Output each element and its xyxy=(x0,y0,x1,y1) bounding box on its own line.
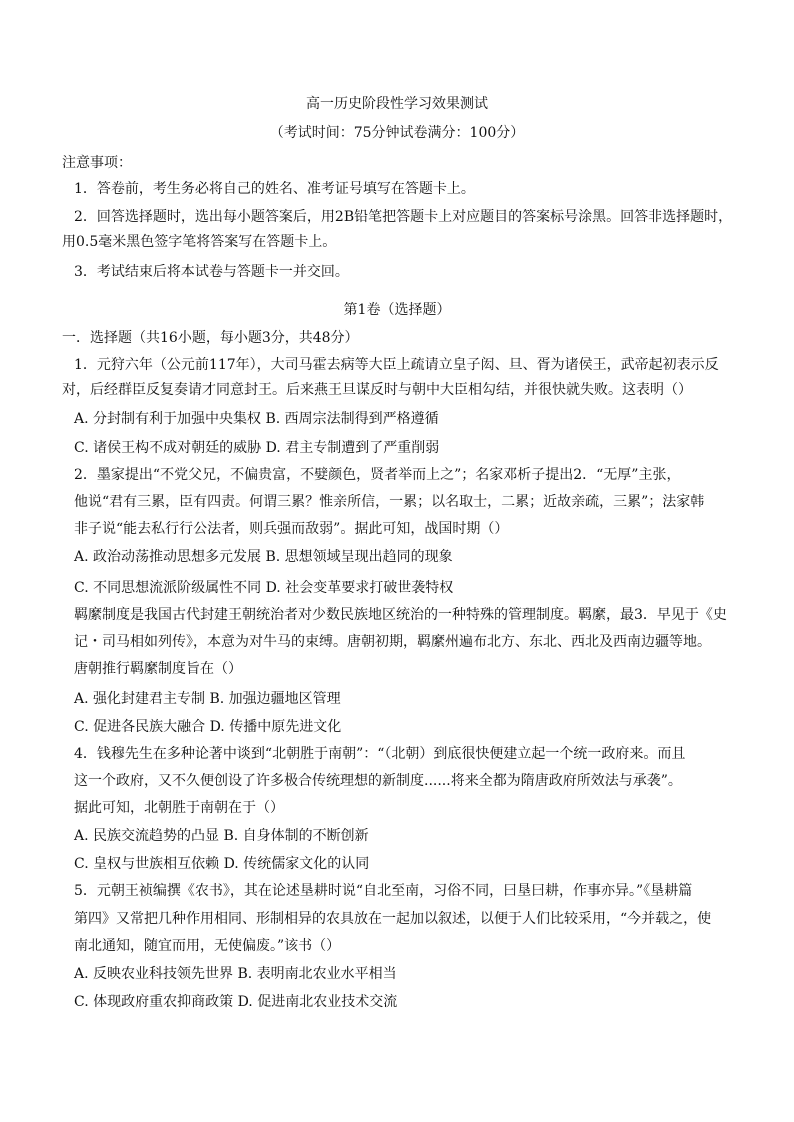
q4-line-1: 4．钱穆先生在多种论著中谈到“北朝胜于南朝”：“（北朝）到底很快便建立起一个统一政府来。而且 xyxy=(74,746,686,762)
q4-options-cd: C. 皇权与世族相互依赖 D. 传统儒家文化的认同 xyxy=(74,856,370,872)
q2-options-ab: A. 政治动荡推动思想多元发展 B. 思想领域呈现出趋同的现象 xyxy=(74,549,453,565)
q3-line-2: 记・司马相如列传》，本意为对牛马的束缚。唐朝初期，羁縻州遍布北方、东北、西北及西南边疆等地。 xyxy=(74,634,711,650)
q3-options-cd: C. 促进各民族大融合 D. 传播中原先进文化 xyxy=(74,719,342,735)
section-intro: 一．选择题（共16小题，每小题3分，共48分） xyxy=(62,330,359,346)
notice-item-1: 1．答卷前，考生务必将自己的姓名、准考证号填写在答题卡上。 xyxy=(74,181,475,197)
q2-line-2: 他说“君有三累，臣有四责。何谓三累？惟亲所信，一累；以名取士，二累；近故亲疏，三累”；法家韩 xyxy=(74,494,705,510)
notice-item-2-line-1: 2．回答选择题时，选出每小题答案后，用2B铅笔把答题卡上对应题目的答案标号涂黑。回答非选择题时， xyxy=(74,209,733,225)
q4-line-2: 这一个政府，又不久便创设了许多极合传统理想的新制度......将来全都为隋唐政府所效法与承袭”。 xyxy=(74,773,682,789)
notice-item-2-line-2: 用0.5毫米黑色签字笔将答案写在答题卡上。 xyxy=(62,234,337,250)
q2-options-cd: C. 不同思想流派阶级属性不同 D. 社会变革要求打破世袭特权 xyxy=(74,580,454,596)
q5-options-cd: C. 体现政府重农抑商政策 D. 促进南北农业技术交流 xyxy=(74,994,398,1010)
q1-line-2: 对，后经群臣反复奏请才同意封王。后来燕王旦谋反时与朝中大臣相勾结，并很快就失败。这表明（） xyxy=(62,382,692,398)
q5-options-ab: A. 反映农业科技领先世界 B. 表明南北农业水平相当 xyxy=(74,966,397,982)
q2-line-3: 非子说“能去私行行公法者，则兵强而敌弱”。据此可知，战国时期（） xyxy=(74,521,509,537)
q1-options-ab: A. 分封制有利于加强中央集权 B. 西周宗法制得到严格遵循 xyxy=(74,411,439,427)
exam-title: 高一历史阶段性学习效果测试 xyxy=(306,96,488,112)
q2-line-1: 2．墨家提出“不党父兄，不偏贵富，不嬖颜色，贤者举而上之”；名家邓析子提出2．“无厚”主张， xyxy=(74,467,681,483)
q4-line-3: 据此可知，北朝胜于南朝在于（） xyxy=(74,800,284,816)
q3-line-3: 唐朝推行羁縻制度旨在（） xyxy=(74,661,242,677)
q4-options-ab: A. 民族交流趋势的凸显 B. 自身体制的不断创新 xyxy=(74,828,369,844)
notice-heading: 注意事项： xyxy=(62,155,132,171)
q1-options-cd: C. 诸侯王构不成对朝廷的威胁 D. 君主专制遭到了严重削弱 xyxy=(74,440,440,456)
section-title: 第1卷（选择题） xyxy=(343,302,451,318)
exam-subtitle: （考试时间：75分钟试卷满分：100分） xyxy=(269,125,525,141)
notice-item-3: 3．考试结束后将本试卷与答题卡一并交回。 xyxy=(74,264,349,280)
q3-options-ab: A. 强化封建君主专制 B. 加强边疆地区管理 xyxy=(74,691,341,707)
q1-line-1: 1．元狩六年（公元前117年），大司马霍去病等大臣上疏请立皇子闳、旦、胥为诸侯王，武帝起初表示反 xyxy=(74,357,719,373)
q5-line-1: 5．元朝王祯编撰《农书》，其在论述垦耕时说“自北至南，习俗不同，曰垦曰耕，作事亦异。”《垦耕篇 xyxy=(74,883,693,899)
q5-line-3: 南北通知，随宜而用，无使偏废。”该书（） xyxy=(74,938,341,954)
q5-line-2: 第四》又常把几种作用相同、形制相异的农具放在一起加以叙述，以便于人们比较采用，“今并载之，使 xyxy=(74,911,712,927)
q3-line-1: 羁縻制度是我国古代封建王朝统治者对少数民族地区统治的一种特殊的管理制度。羁縻，最3．早见于《史 xyxy=(74,607,727,623)
